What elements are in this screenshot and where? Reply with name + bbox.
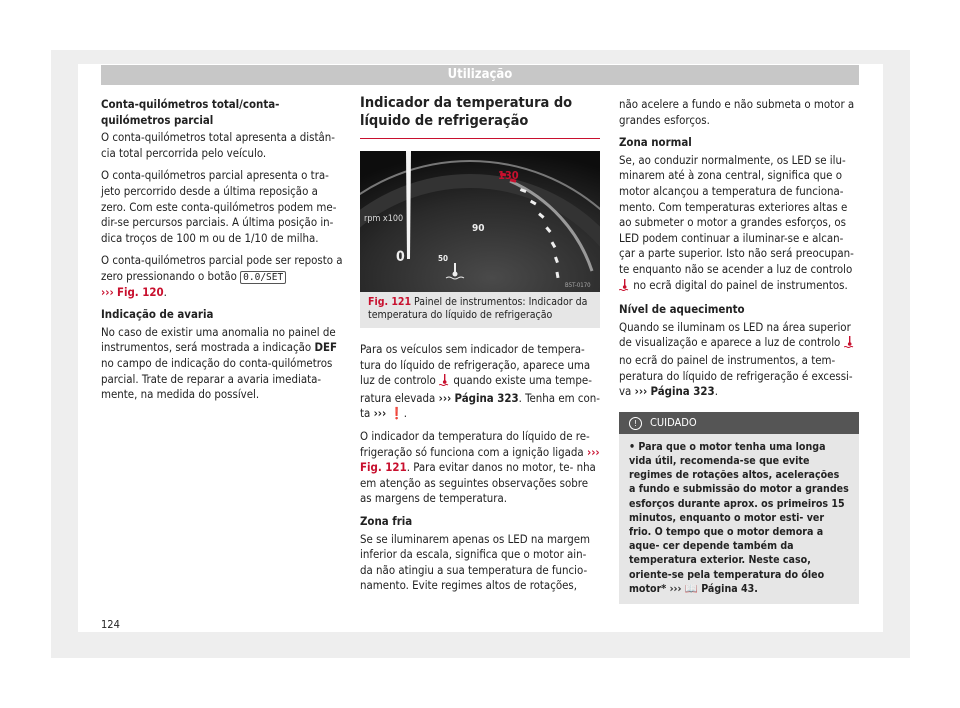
button-symbol-0-0-set: 0.0/SET xyxy=(240,271,286,284)
coolant-warning-icon xyxy=(619,279,630,296)
text: O conta-quilómetros parcial pode ser reposto a zero pressionando o botão xyxy=(101,253,343,283)
paragraph: O conta-quilómetros total apresenta a distân- cia total percorrida pelo veículo. xyxy=(101,130,335,160)
text: no ecrã do painel de instrumentos, a tem- peratura do líquido de refrigeração é excessi- va xyxy=(619,352,853,399)
heading-odometer: Conta-quilómetros total/conta-quilómetros parcial xyxy=(101,97,280,127)
heading-zona-normal: Zona normal xyxy=(619,135,692,150)
paragraph: O conta-quilómetros parcial apresenta o tra- jeto percorrido desde a última reposição a zero. Com este conta-quilómetros podem me- dir-se percursos parciais. A última posição in- dica troços de 100 m ou de 1/10 de milha. xyxy=(101,168,337,245)
figure-caption xyxy=(360,292,600,328)
caution-text: Para que o motor tenha uma longa vida útil, recomenda-se que evite regimes de rotações altos, acelerações a fundo e submissão do motor a grandes esforços durante aprox. os primeiros 15 minutos, enquanto o motor esti- ver frio. O tempo que o motor demora a aque- cer depende também da temperatura exterior. Neste caso, oriente-se pela temperatura do óleo motor* xyxy=(629,440,849,595)
coolant-warning-icon xyxy=(844,336,855,353)
text: quando existe uma tempe- ratura elevada xyxy=(360,373,592,405)
paragraph: Quando se iluminam os LED na área superior de visualização e aparece a luz de controlo no ecrã do painel de instrumentos, a tem- peratura do líquido de refrigeração é excessi- va ››› Página 323. xyxy=(619,319,853,399)
link-page-323[interactable]: Página 323 xyxy=(650,384,715,399)
paragraph: Se se iluminarem apenas os LED na margem inferior da escala, significa que o motor ain- da não atingiu a sua temperatura de funcio- namento. Evite regimes altos de rotações, xyxy=(360,531,591,593)
text: . Tenha em con- ta xyxy=(360,390,600,421)
arrow-icon: ››› xyxy=(634,384,648,399)
text: . Para evitar danos no motor, te- nha em atenção as seguintes observações sobre as margens de temperatura. xyxy=(360,460,596,506)
caption-text: Painel de instrumentos: Indicador da temperatura do líquido de refrigeração xyxy=(368,296,588,321)
paragraph-reset: O conta-quilómetros parcial pode ser reposto a zero pressionando o botão 0.0/SET ››› Fig. 120. xyxy=(101,253,343,299)
arrow-icon: ››› xyxy=(586,444,600,459)
paragraph: Para os veículos sem indicador de tempera- tura do líquido de refrigeração, aparece uma luz de controlo quando existe uma tempe- ratura elevada ››› Página 323. Tenha em con- ta ››› ❗. xyxy=(360,342,600,421)
heading-zona-fria: Zona fria xyxy=(360,513,413,528)
text: O indicador da temperatura do líquido de re- frigeração só funciona com a ignição ligada xyxy=(360,428,590,459)
arrow-icon: ››› xyxy=(101,284,114,299)
section-title: Indicador da temperatura do líquido de refrigeração xyxy=(360,90,600,139)
heading-fault: Indicação de avaria xyxy=(101,307,214,322)
figure-instrument-panel xyxy=(360,151,600,292)
bullet-icon: • xyxy=(629,440,636,453)
svg-text:0: 0 xyxy=(396,249,405,265)
rpm-scale-label: rpm x100 xyxy=(364,214,404,224)
paragraph xyxy=(360,429,600,507)
tick-90: 90 xyxy=(472,223,485,234)
def-label: DEF xyxy=(314,340,337,355)
text: Se, ao conduzir normalmente, os LED se ilu- minarem até à zona central, significa que o motor alcançou a temperatura de funciona- mento. Com temperaturas exteriores altas e ao submeter o motor a grandes esforços, os LED podem continuar a iluminar-se e alcan- çar a parte superior. Isto não será preocupan- te enquanto não se acender a luz de controlo xyxy=(619,152,854,276)
figure-label: Fig. 121 xyxy=(368,296,412,308)
caution-header xyxy=(619,412,859,434)
column-3 xyxy=(619,97,859,604)
info-circle-icon: ! xyxy=(629,417,642,430)
arrow-icon: ››› xyxy=(438,390,452,405)
text: Para os veículos sem indicador de tempera- tura do líquido de refrigeração, aparece uma luz de controlo xyxy=(360,342,591,388)
column-2 xyxy=(360,90,600,601)
paragraph: não acelere a fundo e não submeta o motor a grandes esforços. xyxy=(619,97,855,127)
paragraph xyxy=(619,153,859,295)
coolant-warning-icon xyxy=(439,374,450,391)
link-page-323[interactable]: Página 323 xyxy=(454,390,519,405)
arrow-icon: ››› xyxy=(669,582,682,595)
link-page-43[interactable]: Página 43 xyxy=(701,582,755,595)
heading-nivel-aquecimento: Nível de aquecimento xyxy=(619,302,745,317)
paragraph-fault xyxy=(101,325,345,403)
caution-body: • Para que o motor tenha uma longa vida útil, recomenda-se que evite regimes de rotações altos, acelerações a fundo e submissão do motor a grandes esforços durante aprox. os primeiros 15 minutos, enquanto o motor esti- ver frio. O tempo que o motor demora a aque- cer depende também da temperatura exterior. Neste caso, oriente-se pela temperatura do óleo motor* ››› 📖 Página 43. xyxy=(629,440,849,595)
figure-code: B5T-0170 xyxy=(565,282,591,289)
arrow-icon: ››› xyxy=(373,406,387,421)
chapter-header: Utilização xyxy=(101,65,859,85)
book-icon: 📖 xyxy=(684,582,698,595)
tick-50: 50 xyxy=(438,254,449,263)
link-fig-121[interactable]: Fig. 121 xyxy=(360,460,407,475)
text: No caso de existir uma anomalia no painel de instrumentos, será mostrada a indicação xyxy=(101,324,336,355)
link-fig-120[interactable]: Fig. 120 xyxy=(116,284,164,299)
text: no campo de indicação do conta-quilómetros parcial. Trate de reparar a avaria imediata- mente, na medida do possível. xyxy=(101,355,333,402)
caution-title: CUIDADO xyxy=(650,415,697,429)
warning-circle-icon: ❗ xyxy=(389,406,404,421)
gauge-image xyxy=(360,151,600,292)
caution-box xyxy=(619,412,859,604)
text: no ecrã digital do painel de instrumentos. xyxy=(630,277,848,292)
column-1 xyxy=(101,97,345,410)
tick-130: 130 xyxy=(498,169,519,182)
text: Quando se iluminam os LED na área superior de visualização e aparece a luz de controlo xyxy=(619,319,851,350)
page-number: 124 xyxy=(101,618,120,631)
